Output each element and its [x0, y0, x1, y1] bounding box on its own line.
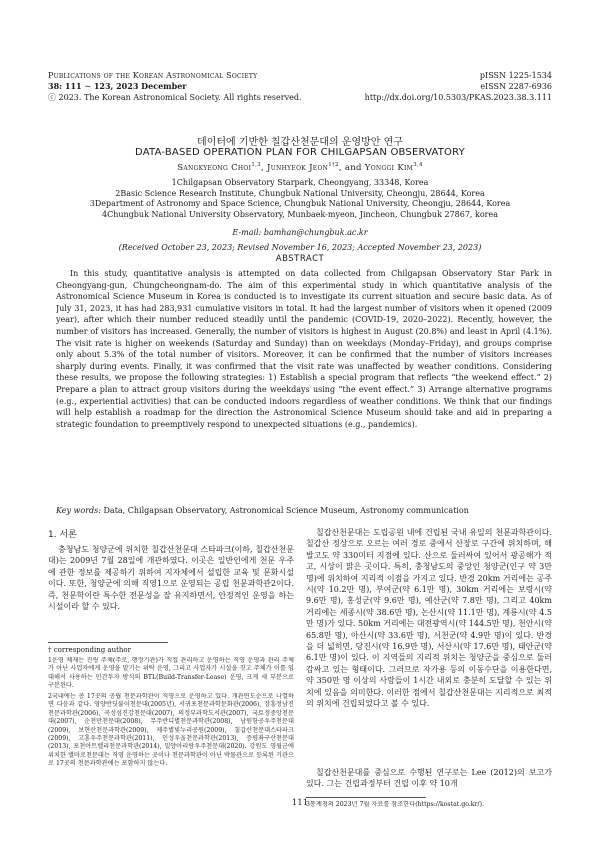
- abstract-text: In this study, quantitative analysis is attempted on data collected from Chilgapsan Observatory Star Park in Cheongyang-gun, Chungcheongnam-do. The aim of this experimental study in which quantitative analysis of the Astronomical Science Museum in Korea is conducted is to investigate its current situation and secure basic data. As of July 31, 2023, it has had 283,931 cumulative visitors in total. It had the largest number of visitors when it opened (2009 year), after which their number reduced steadily until the pandemic (COVID-19, 2020–2022). Recently, however, the number of visitors has increased. Generally, the number of visitors is highest in August (20.8%) and least in April (4.1%). The visit rate is higher on weekends (Saturday and Sunday) than on weekdays (Monday–Friday), and groups comprise only about 5.3% of the total number of visitors. Moreover, it can be confirmed that the number of visitors increases sharply during events. Finally, it was confirmed that the visit rate was unaffected by weather conditions. Considering these results, we propose the following strategies: 1) Establish a special program that reflects “the weekend effect.” 2) Prepare a plan to attract group visitors during the weekdays using “the event effect.” 3) Arrange alternative programs (e.g., experiential activities) that can be conducted indoors regardless of weather conditions. We think that our findings will help establish a roadmap for the direction the Astronomical Science Museum should take and aid in preparing a strategic foundation to preemptively respond to unexpected situations (e.g., pandemics).: [56, 269, 552, 429]
- affiliations: [40, 178, 560, 220]
- copyright-line: ⓒ 2023. The Korean Astronomical Society. All rights reserved.: [48, 93, 302, 102]
- footnote-2: 2국내에는 총 17곳의 공립 천문과학관이 직영으로 운영하고 있다. 개관연도순으로 나열하면 다음과 같다. 영양반딧불이천문대(2005년), 서귀포천문과학문화관(2006), 장흥정남진천문과학관(2006), 곡성섬진강천문대(2007), 의정부과학도서관(2007), 국토정중앙천문대(2007), 순천만천문대(2008), 무주반디별천문과학관(2008), 남원항공우주천문대(2009), 보현산천문과학관(2009), 제주별빛누리공원(2009), 칠갑산천문대스타파크(2009), 고흥우주천문과학관(2011), 인성우울천문과학관(2013), 증평좌구산천문대(2013), 포천아트밸리천문과학관(2014), 밀양아리랑우주천문대(2020). 강원도 영월군에 위치한 별마로천문대는 직영 운영하는 곳이나 천문과학관이 아닌 박물관으로 등록된 기관으로 17곳의 천문과학관에는 포함하지 않는다.: [48, 693, 294, 768]
- footnote-rule: [48, 642, 168, 643]
- journal-name: Publications of the Korean Astronomical Society: [48, 71, 258, 80]
- left-column: [48, 527, 294, 805]
- title-english: DATA-BASED OPERATION PLAN FOR CHILGAPSAN OBSERVATORY: [135, 147, 465, 158]
- doi-link[interactable]: http://dx.doi.org/10.5303/PKAS.2023.38.3.111: [364, 93, 552, 102]
- affiliation-2: 2Basic Science Research Institute, Chungbuk National University, Cheongju, 28644, Korea: [115, 188, 485, 198]
- intro-paragraph: 충청남도 청양군에 위치한 칠갑산천문대 스타파크(이하, 칠갑산천문대)는 2009년 7월 28일에 개관하였다. 이곳은 일반인에게 천문 우주에 관한 정보를 제공하기 위하여 지자체에서 설립한 교육 및 문화시설이다. 또한, 청양군에 의해 직영1으로 운영되는 공립 천문과학관2이다. 즉, 천문학이란 특수한 전문성을 잘 유지하면서, 안정적인 운영을 하는 시설이라 할 수 있다.: [48, 545, 294, 612]
- keywords-label: Key words:: [56, 506, 101, 515]
- keywords-text: Data, Chilgapsan Observatory, Astronomical Science Museum, Astronomy communication: [103, 506, 469, 515]
- affiliation-1: 1Chilgapsan Observatory Starpark, Cheongyang, 33348, Korea: [171, 178, 429, 187]
- keywords: [56, 505, 552, 516]
- affiliation-3: 3Department of Astronomy and Space Science, Chungbuk National University, Cheongju, 28644, Korea: [89, 199, 511, 209]
- right-column: [306, 527, 552, 811]
- footnote-1: 1운영 체제는 진링 주체(주로, 행정기관)가 직접 관리하고 운영하는 직영 운영과 관리 주체가 아닌 사업자에게 운영을 맡기는 위탁 운영, 그리고 사업자가 시설을 짓고 주체가 이를 임대해서 사용하는 민간투자 방식의 BTL(Build-Transfer-Lease) 운영, 크게 세 부분으로 구분된다.: [48, 657, 294, 690]
- eissn: eISSN 2287-6936: [480, 82, 552, 91]
- volume-line: 38: 111 ∼ 123, 2023 December: [48, 81, 187, 91]
- abstract-heading: ABSTRACT: [275, 254, 325, 264]
- right-paragraph-2: 칠갑산천문대를 중심으로 수행된 연구로는 Lee (2012)의 보고가 있다. 그는 건립과정부터 건립 이후 약 10개: [306, 768, 552, 789]
- footnote-3: 3통계청의 2023년 7월 자료를 참조한다(https://kostat.go.kr/).: [306, 801, 484, 808]
- section-heading-intro: 1. 서론: [48, 530, 77, 540]
- corresponding-author: † corresponding author: [48, 646, 131, 654]
- received-dates: (Received October 23, 2023; Revised November 16, 2023; Accepted November 23, 2023): [118, 243, 482, 252]
- affiliation-4: 4Chungbuk National University Observatory, Munbaek-myeon, Jincheon, Chungbuk 27867, korea: [102, 209, 498, 219]
- author-list: Sangkyeong Choi$^{1,3}$, Junhyeok Jeon$^{1\dagger 2}$, and Yonggi Kim$^{3,4}$: [177, 162, 423, 173]
- page-number: 111: [291, 798, 309, 808]
- title-korean: 데이터에 기반한 칠갑산천문대의 운영방안 연구: [197, 137, 403, 148]
- right-paragraph-1: 칠갑산천문대는 도립공원 내에 건립된 국내 유일의 천문과학관이다. 칠갑산 정상으로 오르는 여러 경로 중에서 산장로 구간에 위치하며, 해발고도 약 330미터 지점에 있다. 산으로 둘러싸여 있어서 광공해가 적고, 시상이 맑은 곳이다. 특히, 충청남도의 중앙인 청양군(인구 약 3만 명)에 위치하여 지리적 이점을 가지고 있다. 반경 20km 거리에는 공주시(약 10.2만 명), 부여군(약 6.1만 명), 30km 거리에는 보령시(약 9.6만 명), 홍성군(약 9.6만 명), 예산군(약 7.8만 명), 그리고 40km 거리에는 세종시(약 38.6만 명), 논산시(약 11.1만 명), 계룡시(약 4.5만 명)가 있다. 50km 거리에는 대전광역시(약 144.5만 명), 천안시(약 65.8만 명), 아산시(약 33.6만 명), 서천군(약 4.9만 명)이 있다. 반경을 더 넓히면, 당진시(약 16.9만 명), 서산시(약 17.6만 명), 태안군(약 6.1만 명)이 있다. 이 지역들의 지리적 위치는 청양군을 중심으로 둘러 감싸고 있는 형태이다. 그러므로 자가용 등의 이동수단을 이용한다면, 약 350만 명 이상의 사람들이 1시간 내외로 충분히 도달할 수 있는 위치에 있음을 의미한다. 이러한 점에서 칠갑산천문대는 지리적으로 최적의 위치에 건립되었다고 볼 수 있다.: [306, 528, 552, 709]
- pissn: pISSN 1225-1534: [479, 71, 552, 80]
- email[interactable]: E-mail: bamhan@chungbuk.ac.kr: [232, 228, 368, 237]
